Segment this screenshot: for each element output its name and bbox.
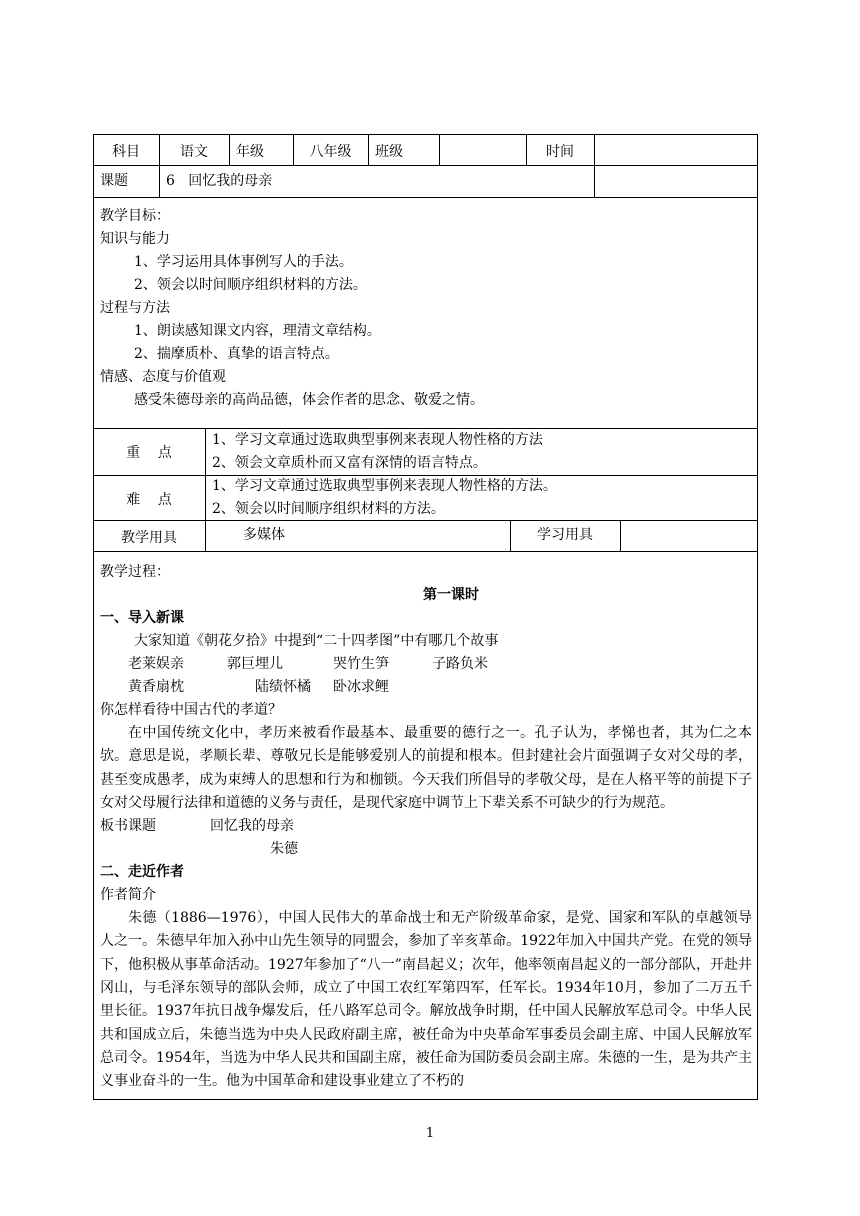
col-divider — [620, 520, 621, 551]
author-bio-paragraph: 朱德（1886—1976），中国人民伟大的革命战士和无产阶级革命家，是党、国家和军队的卓越领导人之一。朱德早年加入孙中山先生领导的同盟会，参加了辛亥革命。1922年加入中国共产党。在党的领导下，他积极从事革命活动。1927年参加了“八一”南昌起义；次年，他率领南昌起义的一部分部队，开赴井冈山，与毛泽东领导的部队会师，成立了中国工农红军第四军，任军长。1934年10月，参加了二万五千里长征。1937年抗日战争爆发后，任八路军总司令。解放战争时期，任中国人民解放军总司令。中华人民共和国成立后，朱德当选为中央人民政府副主席，被任命为中央革命军事委员会副主席、中国人民解放军总司令。1954年，当选为中华人民共和国副主席，被任命为国防委员会副主席。朱德的一生，是为共产主义事业奋斗的一生。他为中国革命和建设事业建立了不朽的 — [100, 910, 752, 1090]
board-author-row — [100, 838, 752, 861]
intro-question: 大家知道《朝花夕拾》中提到“二十四孝图”中有哪几个故事 — [134, 633, 499, 649]
subject-value: 语文 — [180, 144, 208, 160]
row-divider — [93, 197, 758, 198]
story-item: 郭巨埋儿 — [227, 656, 283, 672]
table-border-right — [757, 134, 758, 1100]
grade-value: 八年级 — [309, 144, 352, 160]
col-divider — [368, 134, 369, 165]
objective-item: 2、领会以时间顺序组织材料的方法。 — [134, 277, 367, 293]
stories-row — [100, 676, 752, 699]
key-points-label: 重 点 — [126, 445, 172, 461]
lesson-title: 第一课时 — [423, 587, 479, 603]
col-divider — [205, 520, 206, 551]
learning-tools-label: 学习用具 — [537, 527, 593, 543]
process-block — [100, 561, 752, 1094]
key-points-list — [212, 429, 752, 475]
objectives-heading: 过程与方法 — [100, 300, 170, 316]
subject-label: 科目 — [112, 144, 140, 160]
col-divider — [594, 134, 595, 165]
objective-item: 1、学习运用具体事例写人的手法。 — [134, 254, 353, 270]
grade-label: 年级 — [236, 144, 264, 160]
table-border-left — [93, 134, 94, 1100]
objective-item: 2、揣摩质朴、真挚的语言特点。 — [134, 346, 339, 362]
story-item: 子路负米 — [432, 656, 488, 672]
difficult-points-list — [212, 475, 752, 521]
section-heading: 一、导入新课 — [100, 610, 184, 626]
table-border-bottom — [93, 1099, 758, 1100]
col-divider — [439, 134, 440, 165]
board-title: 回忆我的母亲 — [210, 818, 294, 835]
objective-item: 感受朱德母亲的高尚品德，体会作者的思念、敬爱之情。 — [134, 392, 484, 408]
filial-piety-paragraph: 在中国传统文化中，孝历来被看作最基本、最重要的德行之一。孔子认为，孝悌也者，其为仁之本欤。意思是说，孝顺长辈、尊敬兄长是能够爱别人的前提和根本。但封建社会片面强调子女对父母的孝，甚至变成愚孝，成为束缚人的思想和行为和枷锁。今天我们所倡导的孝敬父母，是在人格平等的前提下子女对父母履行法律和道德的义务与责任，是现代家庭中调节上下辈关系不可缺少的行为规范。 — [100, 725, 752, 811]
difficult-point-item: 1、学习文章通过选取典型事例来表现人物性格的方法。 — [212, 478, 557, 494]
board-title-label: 板书课题 — [100, 818, 156, 835]
page-number: 1 — [425, 1126, 435, 1141]
key-point-item: 2、领会文章质朴而又富有深情的语言特点。 — [212, 455, 487, 471]
author-intro-heading: 作者简介 — [100, 887, 156, 904]
topic-label: 课题 — [100, 173, 128, 189]
board-author: 朱德 — [270, 841, 298, 858]
key-point-item: 1、学习文章通过选取典型事例来表现人物性格的方法 — [212, 432, 543, 448]
objectives-block — [100, 205, 750, 412]
objectives-title: 教学目标： — [100, 208, 170, 224]
class-label: 班级 — [375, 144, 403, 160]
stories-row — [100, 653, 752, 676]
objective-item: 1、朗读感知课文内容，理清文章结构。 — [134, 323, 381, 339]
intro-question-2: 你怎样看待中国古代的孝道？ — [100, 702, 282, 718]
story-item: 陆绩怀橘 — [255, 679, 311, 695]
objectives-heading: 情感、态度与价值观 — [100, 369, 226, 385]
section-heading: 二、走近作者 — [100, 864, 184, 881]
difficult-point-item: 2、领会以时间顺序组织材料的方法。 — [212, 501, 445, 517]
story-item: 老莱娱亲 — [128, 656, 184, 672]
col-divider — [594, 165, 595, 197]
process-title: 教学过程： — [100, 564, 170, 580]
col-divider — [229, 134, 230, 165]
topic-value: 6 回忆我的母亲 — [166, 173, 273, 189]
difficult-points-label: 难 点 — [126, 492, 172, 508]
story-item: 卧冰求鲤 — [333, 679, 389, 695]
col-divider — [205, 428, 206, 520]
board-title-row — [100, 815, 752, 838]
teaching-tools-label: 教学用具 — [121, 530, 177, 546]
table-border-top — [93, 134, 758, 135]
teaching-tools-value: 多媒体 — [243, 527, 285, 543]
objectives-heading: 知识与能力 — [100, 231, 170, 247]
col-divider — [159, 165, 160, 197]
story-item: 黄香扇枕 — [128, 679, 184, 695]
time-label: 时间 — [546, 144, 574, 160]
story-item: 哭竹生笋 — [333, 656, 389, 672]
